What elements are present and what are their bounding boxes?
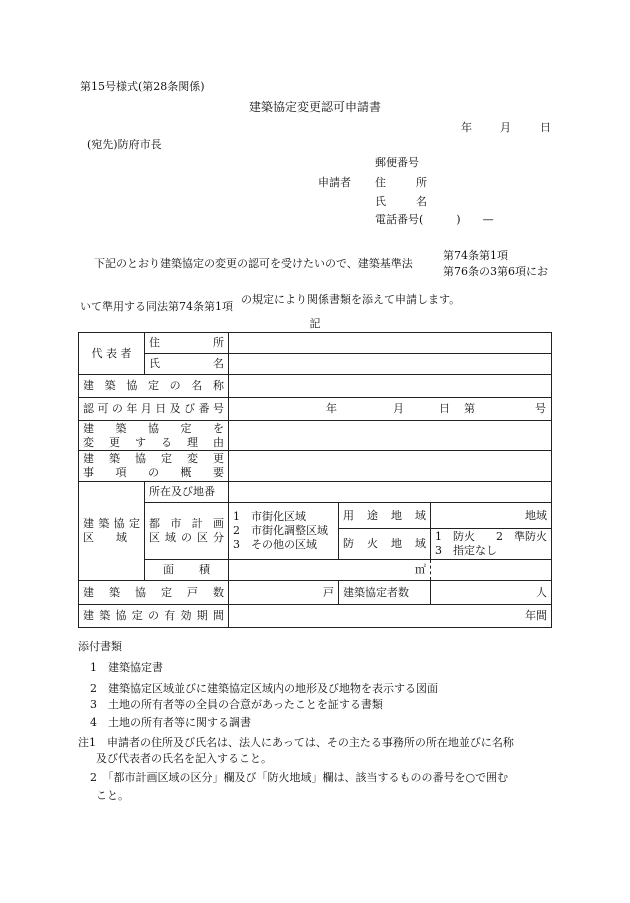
rep-address-char-2: 所 xyxy=(213,336,224,349)
location-label: 所在及び地番 xyxy=(145,482,229,503)
approval-number: 号 xyxy=(535,402,546,415)
label-char: 協 xyxy=(148,421,159,435)
zone-option-2: 2 市街化調整区域 xyxy=(233,524,328,537)
label-char: 面 xyxy=(163,563,174,576)
label-char: 建 xyxy=(83,379,94,392)
note-1-line2: 及び代表者の氏名を記入すること。 xyxy=(96,752,272,765)
agreement-name-field[interactable] xyxy=(229,375,552,398)
use-district-field[interactable]: 地域 xyxy=(431,503,552,529)
spaced-label xyxy=(343,537,426,551)
label-char xyxy=(175,563,186,577)
postal-code-label: 郵便番号 xyxy=(375,156,419,169)
label-char: る xyxy=(161,435,172,449)
label-char: 事 xyxy=(83,466,94,479)
label-char: 協 xyxy=(115,609,127,622)
spaced-label xyxy=(83,609,224,623)
spaced-label xyxy=(149,517,224,531)
fire-opt-1: 1 防火 xyxy=(435,530,475,543)
spaced-label xyxy=(149,531,224,545)
spaced-label xyxy=(83,466,224,480)
spaced-label xyxy=(83,402,224,416)
area-size-field[interactable]: ㎡ xyxy=(229,560,431,581)
label-char: 数 xyxy=(213,585,224,599)
page-title: 建築協定変更認可申請書 xyxy=(248,100,381,114)
rep-name-char-2: 名 xyxy=(213,357,224,370)
label-char: 理 xyxy=(187,435,198,449)
table-row xyxy=(79,333,552,354)
spaced-label xyxy=(343,509,426,523)
body-text-line3: の規定により関係書類を添えて申請します。 xyxy=(241,293,461,306)
approval-year: 年 xyxy=(326,402,337,415)
label-char: 築 xyxy=(109,452,120,465)
label-char: 建 xyxy=(83,452,94,465)
label-char: 都 xyxy=(149,517,160,530)
spaced-label xyxy=(83,422,224,436)
address-label-1: 住 xyxy=(375,176,386,189)
change-summary-field[interactable] xyxy=(229,451,552,482)
label-char: 定 xyxy=(161,585,172,599)
label-char: の xyxy=(169,379,181,392)
application-table xyxy=(78,332,552,628)
label-char: 市 xyxy=(170,517,182,530)
attachment-item-1: 1 建築協定書 xyxy=(90,661,163,674)
spaced-label xyxy=(83,379,224,393)
label-char: の xyxy=(111,402,123,415)
label-char: 域 xyxy=(165,531,176,544)
label-char: す xyxy=(135,435,146,449)
table-row xyxy=(79,482,552,503)
change-reason-label xyxy=(79,421,229,451)
label-char: 建 xyxy=(83,421,94,435)
note-2-line1: 2 「都市計画区域の区分」欄及び「防火地域」欄は、該当するものの番号を○で囲む xyxy=(90,771,509,784)
applicant-address-label xyxy=(375,176,427,190)
label-char: 建 xyxy=(83,585,94,599)
approval-date-field[interactable] xyxy=(229,398,552,421)
label-char: 定 xyxy=(128,517,140,530)
label-char: 建 xyxy=(83,609,94,622)
label-char: 協 xyxy=(113,517,125,530)
label-char: 戸 xyxy=(187,585,198,599)
area-l2: 区 域 xyxy=(83,531,127,544)
change-reason-field[interactable] xyxy=(229,421,552,451)
label-char: 変 xyxy=(83,435,94,449)
name-label-1: 氏 xyxy=(375,195,386,208)
fire-district-label xyxy=(339,529,431,560)
label-char: 定 xyxy=(180,421,192,435)
label-char xyxy=(187,563,198,577)
date-day-label: 日 xyxy=(540,121,551,134)
table-row xyxy=(79,560,552,581)
label-char: 項 xyxy=(115,466,127,479)
label-char: 定 xyxy=(161,452,172,465)
label-char: 年 xyxy=(126,402,138,415)
table-row xyxy=(79,605,552,628)
table-row xyxy=(79,421,552,451)
rep-address-field[interactable] xyxy=(229,333,552,354)
agreement-name-label xyxy=(79,375,229,398)
validity-label xyxy=(79,605,229,628)
label-char: 協 xyxy=(135,585,146,599)
label-char: 協 xyxy=(135,452,146,465)
spaced-label xyxy=(83,452,224,466)
label-char: 区 xyxy=(149,531,160,544)
label-char: 用 xyxy=(343,508,354,522)
label-char: 築 xyxy=(109,585,120,599)
label-char: 防 xyxy=(343,537,354,550)
addressee: (宛先)防府市長 xyxy=(87,138,162,151)
approval-day: 日 xyxy=(439,402,450,415)
agreement-area-label xyxy=(79,482,145,581)
note-1-line1: 注1 申請者の住所及び氏名は、法人にあっては、その主たる事務所の所在地並びに名称 xyxy=(78,736,514,749)
approval-date-label xyxy=(79,398,229,421)
label-char: 地 xyxy=(391,537,402,550)
attachment-item-3: 3 土地の所有者等の全員の合意があったことを証する書類 xyxy=(90,698,383,711)
date-month-label: 月 xyxy=(500,121,511,134)
label-char: 域 xyxy=(415,537,426,550)
name-label-2: 名 xyxy=(416,195,427,208)
label-char: 要 xyxy=(213,466,224,479)
area-blank xyxy=(431,560,552,581)
label-char: 番 xyxy=(198,402,210,415)
fire-opt-3: 3 指定なし xyxy=(435,544,497,557)
holders-label: 建築協定者数 xyxy=(339,581,431,605)
label-char: 更 xyxy=(213,452,224,465)
area-size-label xyxy=(145,560,229,581)
approval-month: 月 xyxy=(393,402,404,415)
zone-option-1: 1 市街化区域 xyxy=(233,510,306,523)
address-label-2: 所 xyxy=(416,176,427,189)
label-char: 有 xyxy=(164,609,176,622)
households-field[interactable]: 戸 xyxy=(229,581,339,605)
label-char: 画 xyxy=(212,517,224,530)
rep-address-char-1: 住 xyxy=(149,336,160,349)
label-char: 協 xyxy=(126,379,138,392)
date-year-label: 年 xyxy=(461,121,472,134)
label-char: 効 xyxy=(180,609,192,622)
rep-name-field[interactable] xyxy=(229,354,552,375)
applicant-label: 申請者 xyxy=(318,176,351,189)
fire-district-options[interactable] xyxy=(431,529,552,560)
attachment-item-4: 4 土地の所有者等に関する調書 xyxy=(90,716,251,729)
label-char: 期 xyxy=(196,609,208,622)
holders-field[interactable]: 人 xyxy=(431,581,552,605)
rep-address-label xyxy=(145,333,229,354)
table-row xyxy=(79,451,552,482)
label-char: 火 xyxy=(367,537,378,550)
validity-field[interactable]: 年間 xyxy=(229,605,552,628)
body-text-line1: 下記のとおり建築協定の変更の認可を受けたいので、建築基準法 xyxy=(94,257,413,270)
label-char: 区 xyxy=(197,531,208,544)
representative-label: 代 表 者 xyxy=(79,333,145,375)
fire-opt-2: 2 準防火 xyxy=(496,530,548,543)
attachments-heading: 添付書類 xyxy=(78,640,122,653)
label-char: 築 xyxy=(115,421,127,435)
applicant-name-label xyxy=(375,195,427,209)
label-char: を xyxy=(213,421,224,435)
label-char: 定 xyxy=(147,379,159,392)
zone-option-3: 3 その他の区域 xyxy=(233,538,317,551)
label-char: 築 xyxy=(98,517,110,530)
table-row xyxy=(79,581,552,605)
label-char: 計 xyxy=(191,517,203,530)
label-char: 概 xyxy=(180,466,192,479)
label-char: の xyxy=(181,531,192,544)
label-char: び xyxy=(184,402,196,415)
label-char: 変 xyxy=(187,452,198,465)
label-char: 築 xyxy=(99,609,111,622)
form-number: 第15号様式(第28条関係) xyxy=(80,80,205,93)
label-char: 定 xyxy=(131,609,143,622)
table-row xyxy=(79,503,552,529)
rep-name-label xyxy=(145,354,229,375)
location-field[interactable] xyxy=(229,482,552,503)
households-label xyxy=(79,581,229,605)
label-char: 地 xyxy=(391,508,402,522)
table-row xyxy=(79,375,552,398)
label-char: 月 xyxy=(140,402,152,415)
approval-dai: 第 xyxy=(464,402,475,415)
ki-heading: 記 xyxy=(309,317,321,330)
note-2-line2: こと。 xyxy=(96,789,129,802)
label-char: 域 xyxy=(415,508,426,522)
table-row xyxy=(79,354,552,375)
label-char: 更 xyxy=(109,435,120,449)
label-char: の xyxy=(148,466,159,479)
label-char: 及 xyxy=(169,402,181,415)
label-char: 名 xyxy=(191,379,203,392)
use-district-label xyxy=(339,503,431,529)
spaced-label xyxy=(149,563,224,577)
change-summary-label xyxy=(79,451,229,482)
label-char: 日 xyxy=(155,402,167,415)
label-char: 由 xyxy=(213,435,224,449)
label-char: 建 xyxy=(83,517,94,530)
label-char: 築 xyxy=(104,379,116,392)
label-char: 途 xyxy=(367,508,378,522)
spaced-label xyxy=(83,517,140,531)
label-char: 号 xyxy=(212,402,224,415)
label-char: 積 xyxy=(199,563,210,576)
label-char: 間 xyxy=(213,609,224,622)
spaced-label xyxy=(83,586,224,600)
label-char: 称 xyxy=(212,379,224,392)
label-char: 認 xyxy=(83,402,94,415)
body-text-line2: いて準用する同法第74条第1項 xyxy=(80,300,233,313)
attachment-item-2: 2 建築協定区域並びに建築協定区域内の地形及び地物を表示する図面 xyxy=(90,682,438,695)
table-row xyxy=(79,398,552,421)
label-char: 分 xyxy=(213,531,224,544)
city-plan-label xyxy=(145,503,229,560)
zone-options[interactable] xyxy=(229,503,339,560)
label-char: 可 xyxy=(97,402,109,415)
law-ref-1: 第74条第1項 xyxy=(443,249,508,262)
phone-label: 電話番号( ) — xyxy=(375,213,494,226)
law-ref-2: 第76条の3第6項にお xyxy=(443,265,548,278)
rep-name-char-1: 氏 xyxy=(149,357,160,370)
spaced-label xyxy=(83,436,224,450)
label-char: の xyxy=(148,609,159,622)
